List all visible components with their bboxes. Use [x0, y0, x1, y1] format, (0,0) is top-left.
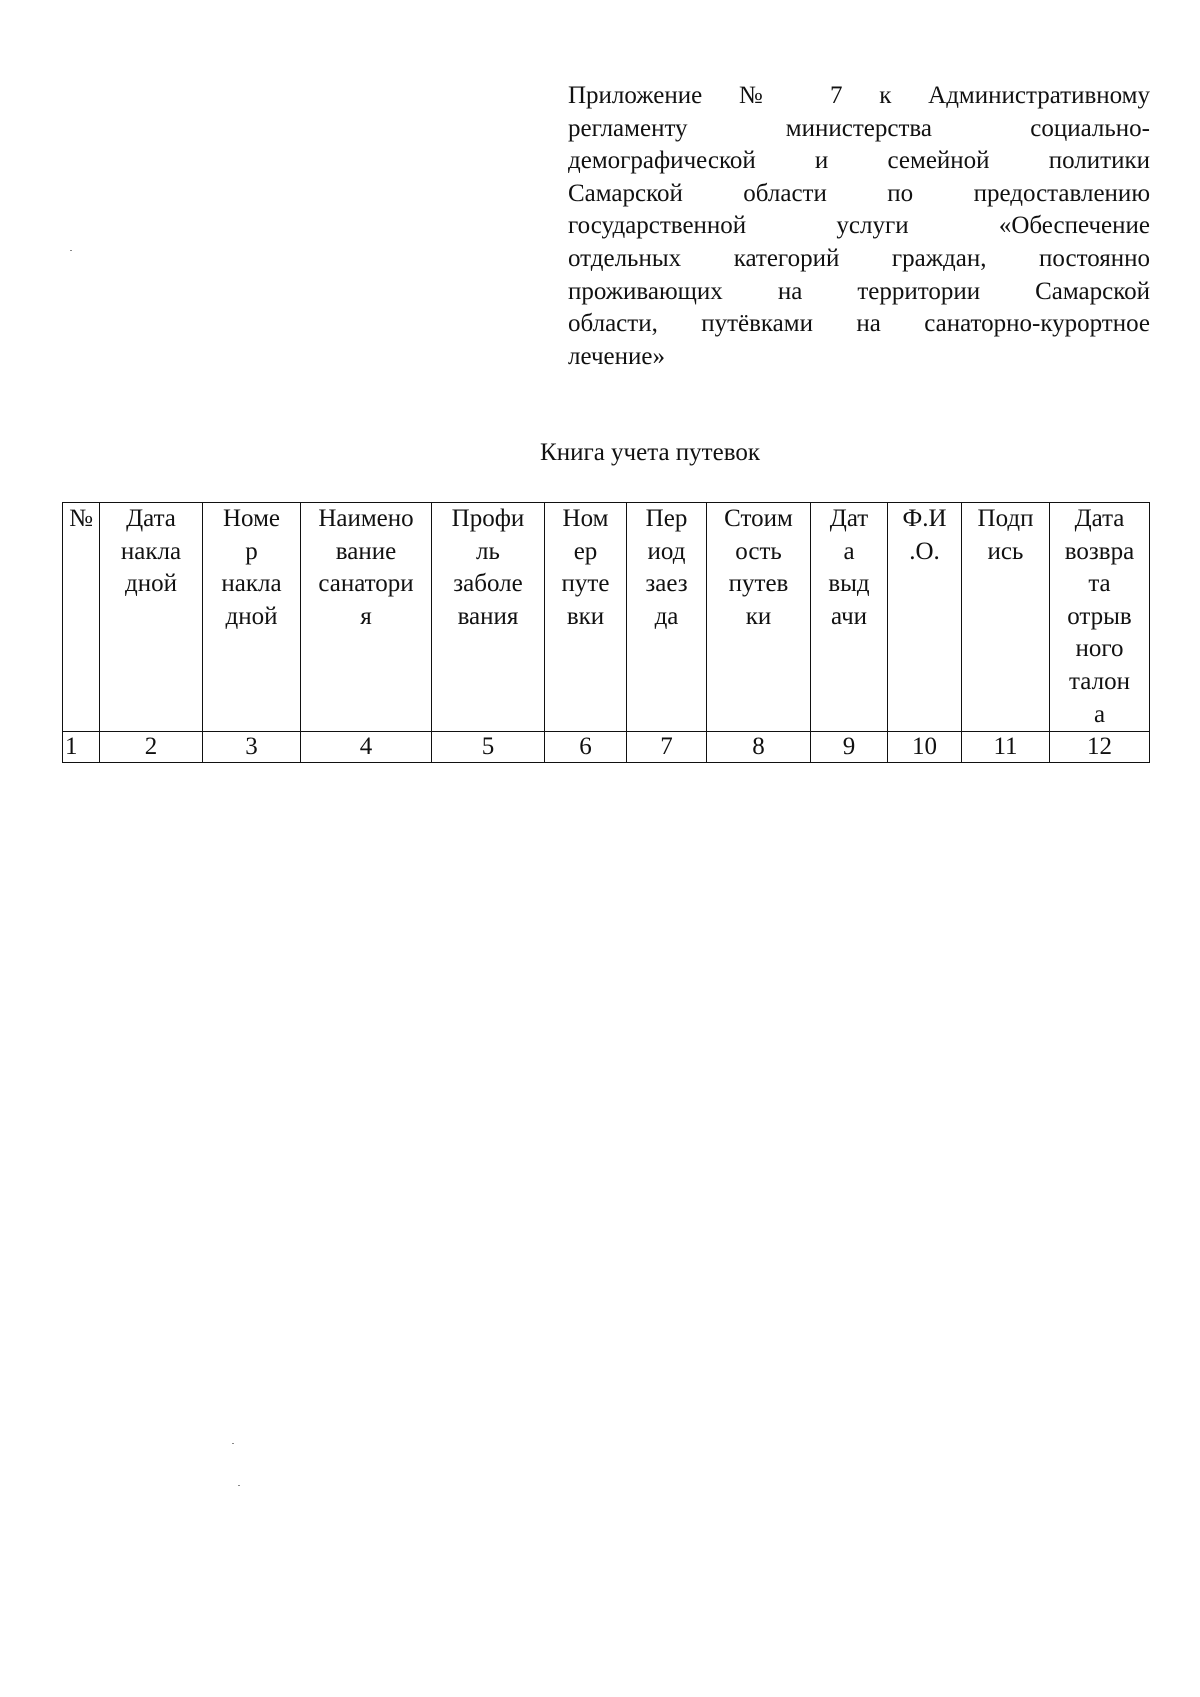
annex-line: государственной услуги «Обеспечение — [568, 212, 1150, 240]
column-header: Пер иод заез да — [627, 503, 707, 732]
column-number: 9 — [811, 732, 888, 763]
column-number-row — [63, 732, 1150, 763]
column-number: 8 — [707, 732, 811, 763]
voucher-ledger-table — [62, 502, 1150, 763]
column-header: Ф.И .О. — [888, 503, 962, 732]
column-number: 4 — [301, 732, 432, 763]
column-number: 10 — [888, 732, 962, 763]
column-number: 12 — [1050, 732, 1150, 763]
column-number: 11 — [962, 732, 1050, 763]
annex-line: демографической и семейной политики — [568, 147, 1150, 175]
column-number: 6 — [545, 732, 627, 763]
column-header: Стоим ость путев ки — [707, 503, 811, 732]
annex-line: области, путёвками на санаторно-курортное — [568, 310, 1150, 338]
scan-speck — [238, 1485, 240, 1486]
annex-line: Самарской области по предоставлению — [568, 179, 1150, 207]
column-number: 7 — [627, 732, 707, 763]
table-header-row — [63, 503, 1150, 732]
column-header: Наимено вание санатори я — [301, 503, 432, 732]
column-header: Ном ер путе вки — [545, 503, 627, 732]
column-header: Профи ль заболе вания — [432, 503, 545, 732]
column-header: Номе р накла дной — [203, 503, 301, 732]
column-header: Дат а выд ачи — [811, 503, 888, 732]
column-header: Дата накла дной — [100, 503, 203, 732]
column-number: 1 — [63, 732, 100, 763]
annex-line: Приложение № 7 к Административному — [568, 82, 1150, 109]
annex-line: лечение» — [568, 342, 665, 370]
column-number: 5 — [432, 732, 545, 763]
annex-line: отдельных категорий граждан, постоянно — [568, 244, 1150, 272]
column-header: Дата возвра та отрыв ного талон а — [1050, 503, 1150, 732]
column-header: Подп ись — [962, 503, 1050, 732]
column-number: 2 — [100, 732, 203, 763]
annex-line: проживающих на территории Самарской — [568, 277, 1150, 305]
scan-speck — [232, 1443, 234, 1444]
document-title: Книга учета путевок — [540, 439, 760, 466]
column-number: 3 — [203, 732, 301, 763]
annex-line: регламенту министерства социально- — [568, 114, 1150, 142]
annex-note — [568, 80, 1150, 373]
scan-speck — [70, 250, 72, 251]
column-header: № — [63, 503, 100, 732]
